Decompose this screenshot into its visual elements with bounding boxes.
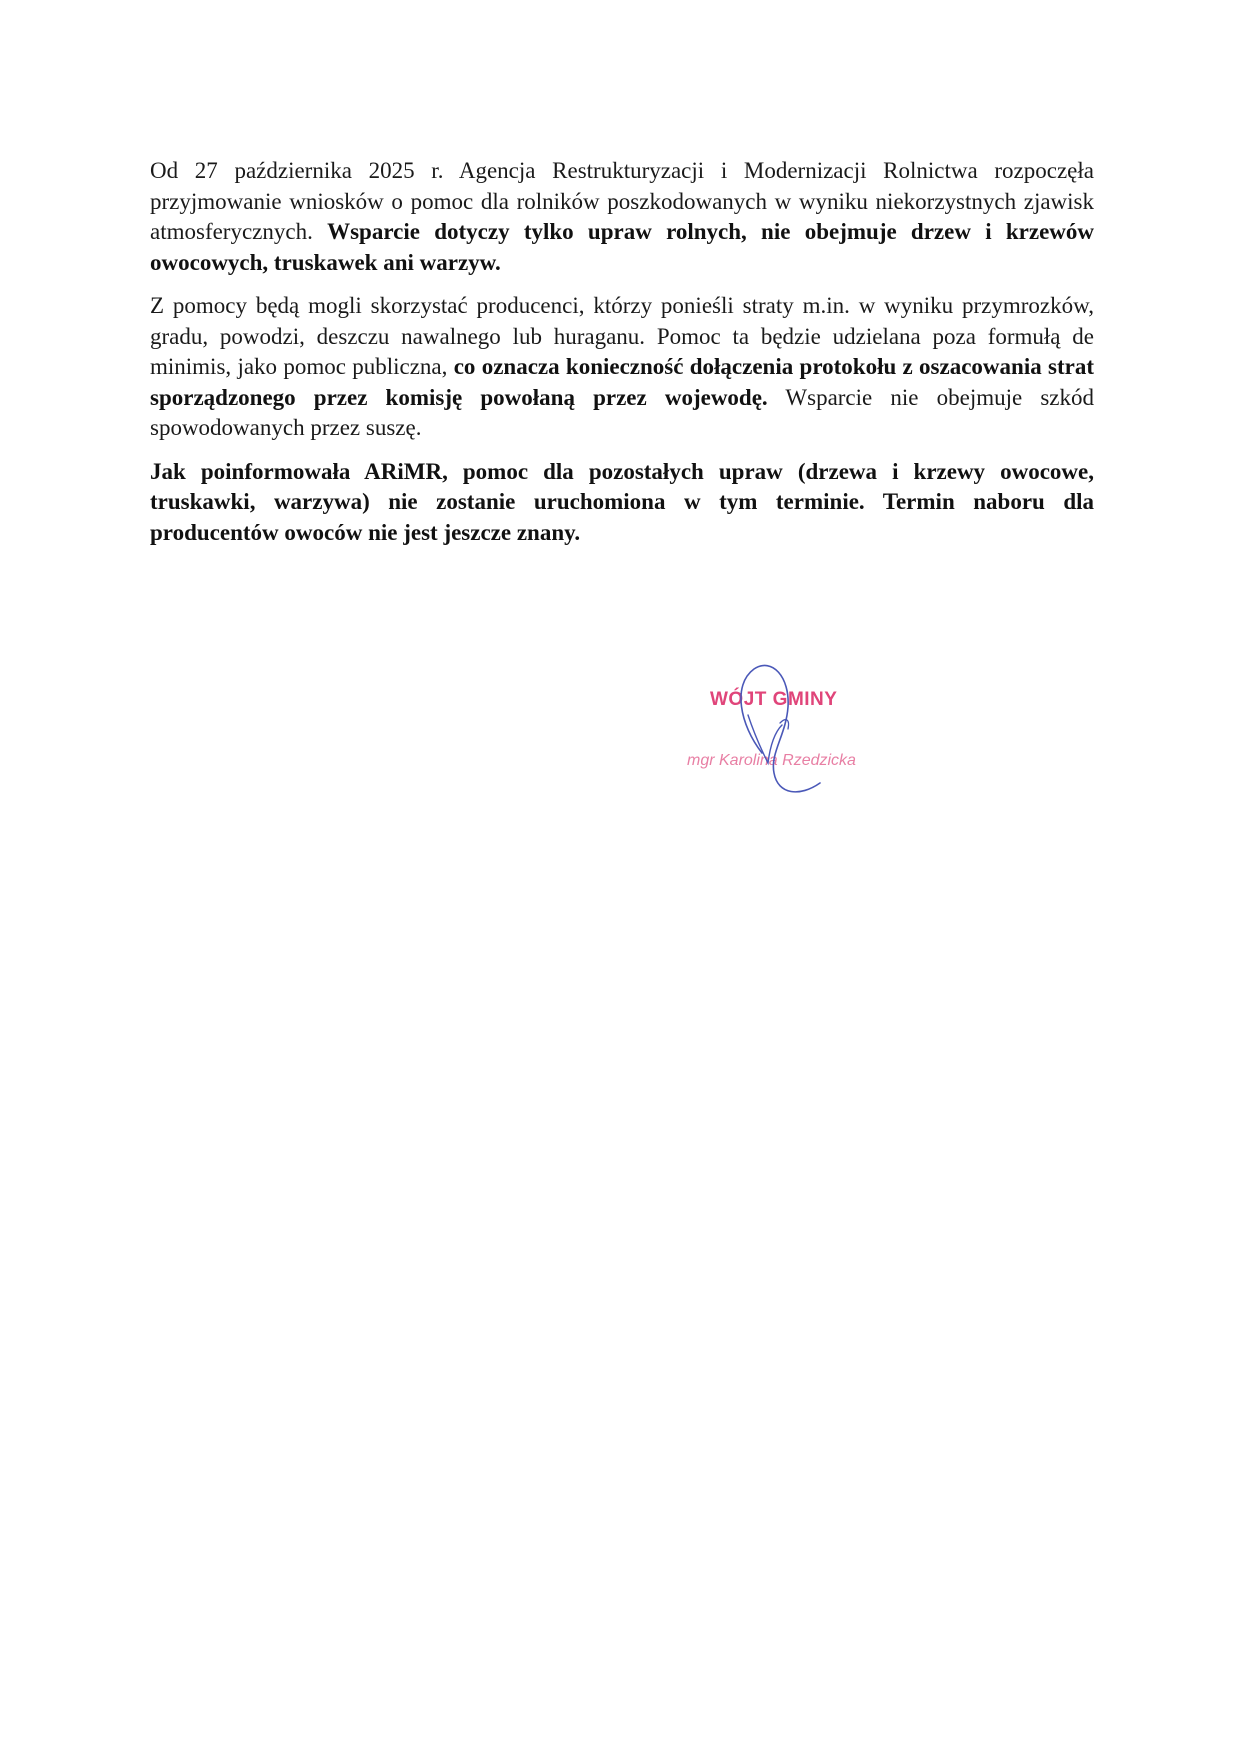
paragraph-1 (150, 156, 1094, 278)
paragraph-1-text: Od 27 października 2025 r. Agencja Restrukturyzacji i Modernizacji Rolnictwa rozpoczęła przyjmowanie wniosków o pomoc dla rolników poszkodowanych w wyniku niekorzystnych zjawisk atmosferycznych. (150, 158, 1094, 244)
paragraph-2-bold-text: co oznacza konieczność dołączenia protokołu z oszacowania strat sporządzonego przez komisję powołaną przez wojewodę. (150, 354, 1094, 410)
paragraph-2-tail-text: Wsparcie nie obejmuje szkód spowodowanych przez suszę. (150, 384, 1094, 440)
handwritten-signature (670, 655, 910, 805)
document-body (150, 156, 1094, 561)
paragraph-3-bold-text: Jak poinformowała ARiMR, pomoc dla pozostałych upraw (drzewa i krzewy owocowe, truskawki, warzywa) nie zostanie uruchomiona w tym terminie. Termin naboru dla producentów owoców nie jest jeszcze znany. (150, 458, 1094, 545)
official-stamp (670, 655, 910, 805)
paragraph-2 (150, 291, 1094, 444)
stamp-title: WÓJT GMINY (710, 689, 838, 710)
paragraph-2-text: Z pomocy będą mogli skorzystać producenci, którzy ponieśli straty m.in. w wyniku przymrozków, gradu, powodzi, deszczu nawalnego lub huraganu. Pomoc ta będzie udzielana poza formułą de minimis, jako pomoc publiczna, (150, 293, 1094, 379)
stamp-name: mgr Karolina Rzedzicka (687, 752, 856, 769)
paragraph-3 (150, 457, 1094, 549)
paragraph-1-bold-text: Wsparcie dotyczy tylko upraw rolnych, nie obejmuje drzew i krzewów owocowych, truskawek ani warzyw. (150, 219, 1094, 275)
